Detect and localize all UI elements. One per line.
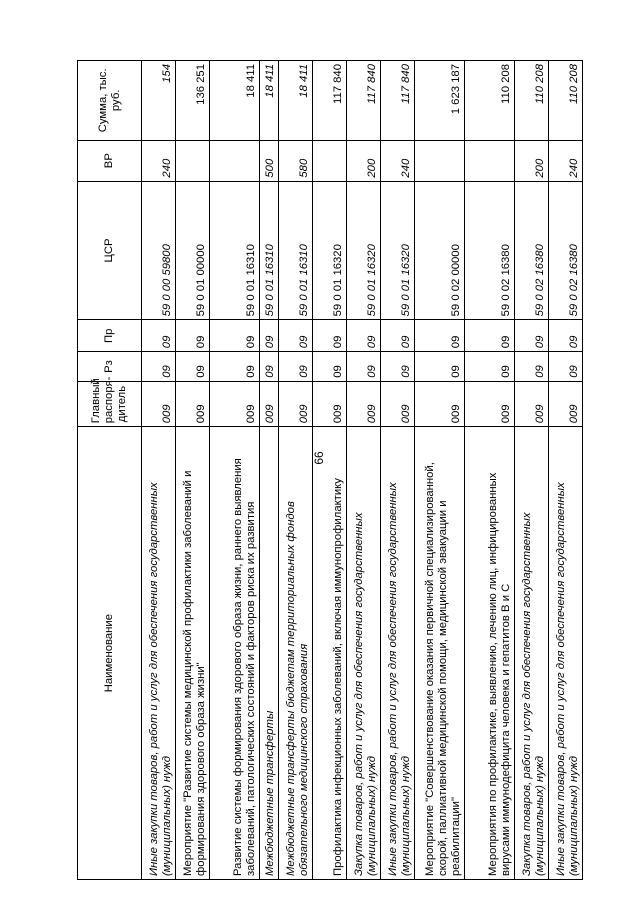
- cell-name: Мероприятие "Развитие системы медицинской профилактики заболеваний и формирования здорового образа жизни": [176, 427, 210, 880]
- cell-rz: 09: [279, 352, 313, 382]
- table-row: [347, 61, 381, 880]
- cell-name: Мероприятия по профилактике, выявлению, лечению лиц, инфицированных вирусами иммунодефицита человека и гепатитов B и C: [465, 427, 515, 880]
- cell-name: Развитие системы формирования здорового образа жизни, раннего выявления заболеваний, патологических состояний и факторов риска их развития: [210, 427, 260, 880]
- table-row: [210, 61, 260, 880]
- cell-csr: 59 0 01 16310: [260, 181, 279, 320]
- cell-vr: [313, 140, 347, 181]
- cell-csr: 59 0 00 59800: [142, 181, 176, 320]
- budget-table: [77, 60, 583, 880]
- cell-vr: 500: [260, 140, 279, 181]
- cell-manager: 009: [279, 381, 313, 427]
- cell-rz: 09: [313, 352, 347, 382]
- cell-name: Иные закупки товаров, работ и услуг для обеспечения государственных (муниципальных) нужд: [142, 427, 176, 880]
- cell-sum: 154: [142, 61, 176, 141]
- header-manager: Главный распоря-дитель: [78, 381, 142, 427]
- cell-vr: 580: [279, 140, 313, 181]
- cell-sum: 18 411: [260, 61, 279, 141]
- cell-manager: 009: [210, 381, 260, 427]
- cell-csr: 59 0 02 00000: [415, 181, 465, 320]
- cell-csr: 59 0 01 16320: [381, 181, 415, 320]
- cell-pr: 09: [176, 320, 210, 352]
- table-row: [313, 61, 347, 880]
- table-row: [415, 61, 465, 880]
- cell-manager: 009: [415, 381, 465, 427]
- cell-vr: [210, 140, 260, 181]
- cell-name: Иные закупки товаров, работ и услуг для обеспечения государственных (муниципальных) нужд: [381, 427, 415, 880]
- cell-vr: 200: [347, 140, 381, 181]
- cell-sum: 110 208: [465, 61, 515, 141]
- cell-csr: 59 0 01 16310: [210, 181, 260, 320]
- table-row: [549, 61, 583, 880]
- cell-sum: 1 623 187: [415, 61, 465, 141]
- cell-vr: [465, 140, 515, 181]
- cell-sum: 18 411: [279, 61, 313, 141]
- cell-sum: 117 840: [347, 61, 381, 141]
- cell-name: Закупка товаров, работ и услуг для обеспечения государственных (муниципальных) нужд: [347, 427, 381, 880]
- cell-pr: 09: [210, 320, 260, 352]
- cell-pr: 09: [347, 320, 381, 352]
- cell-vr: 200: [515, 140, 549, 181]
- cell-rz: 09: [415, 352, 465, 382]
- cell-rz: 09: [549, 352, 583, 382]
- header-vr: ВР: [78, 140, 142, 181]
- cell-manager: 009: [142, 381, 176, 427]
- cell-pr: 09: [515, 320, 549, 352]
- cell-vr: [176, 140, 210, 181]
- cell-name: Закупка товаров, работ и услуг для обеспечения государственных (муниципальных) нужд: [515, 427, 549, 880]
- cell-manager: 009: [381, 381, 415, 427]
- cell-vr: 240: [142, 140, 176, 181]
- table-row: [260, 61, 279, 880]
- cell-sum: 18 411: [210, 61, 260, 141]
- cell-sum: 117 840: [381, 61, 415, 141]
- cell-manager: 009: [515, 381, 549, 427]
- cell-rz: 09: [381, 352, 415, 382]
- cell-name: Иные закупки товаров, работ и услуг для обеспечения государственных (муниципальных) нужд: [549, 427, 583, 880]
- cell-pr: 09: [260, 320, 279, 352]
- cell-pr: 09: [279, 320, 313, 352]
- table-row: [381, 61, 415, 880]
- table-row: [279, 61, 313, 880]
- header-name: Наименование: [78, 427, 142, 880]
- cell-manager: 009: [465, 381, 515, 427]
- cell-sum: 117 840: [313, 61, 347, 141]
- page-number: 66: [312, 451, 326, 465]
- cell-manager: 009: [176, 381, 210, 427]
- table-row: [176, 61, 210, 880]
- cell-pr: 09: [313, 320, 347, 352]
- header-csr: ЦСР: [78, 181, 142, 320]
- cell-rz: 09: [260, 352, 279, 382]
- table-row: [142, 61, 176, 880]
- cell-pr: 09: [465, 320, 515, 352]
- cell-manager: 009: [313, 381, 347, 427]
- cell-rz: 09: [347, 352, 381, 382]
- header-sum: Сумма, тыс. руб.: [78, 61, 142, 141]
- table-body: [142, 61, 583, 880]
- cell-csr: 59 0 01 16320: [347, 181, 381, 320]
- cell-pr: 09: [549, 320, 583, 352]
- cell-manager: 009: [347, 381, 381, 427]
- table-header-row: [78, 61, 142, 880]
- cell-pr: 09: [415, 320, 465, 352]
- cell-name: Межбюджетные трансферты: [260, 427, 279, 880]
- cell-manager: 009: [260, 381, 279, 427]
- rotated-table-container: [77, 60, 583, 880]
- cell-pr: 09: [381, 320, 415, 352]
- cell-name: Профилактика инфекционных заболеваний, включая иммунопрофилактику: [313, 427, 347, 880]
- cell-csr: 59 0 02 16380: [549, 181, 583, 320]
- header-pr: Пр: [78, 320, 142, 352]
- cell-sum: 110 208: [549, 61, 583, 141]
- cell-vr: 240: [381, 140, 415, 181]
- cell-name: Межбюджетные трансферты бюджетам территориальных фондов обязательного медицинского страхования: [279, 427, 313, 880]
- table-row: [515, 61, 549, 880]
- table-row: [465, 61, 515, 880]
- cell-rz: 09: [465, 352, 515, 382]
- cell-pr: 09: [142, 320, 176, 352]
- cell-csr: 59 0 01 00000: [176, 181, 210, 320]
- cell-vr: [415, 140, 465, 181]
- cell-rz: 09: [210, 352, 260, 382]
- cell-csr: 59 0 02 16380: [465, 181, 515, 320]
- cell-csr: 59 0 02 16380: [515, 181, 549, 320]
- cell-rz: 09: [515, 352, 549, 382]
- cell-csr: 59 0 01 16320: [313, 181, 347, 320]
- cell-sum: 110 208: [515, 61, 549, 141]
- cell-manager: 009: [549, 381, 583, 427]
- cell-csr: 59 0 01 16310: [279, 181, 313, 320]
- cell-rz: 09: [176, 352, 210, 382]
- header-rz: Рз: [78, 352, 142, 382]
- cell-vr: 240: [549, 140, 583, 181]
- cell-sum: 136 251: [176, 61, 210, 141]
- cell-rz: 09: [142, 352, 176, 382]
- cell-name: Мероприятие "Совершенствование оказания первичной специализированной, скорой, паллиативной медицинской помощи, медицинской эвакуации и реабилитации": [415, 427, 465, 880]
